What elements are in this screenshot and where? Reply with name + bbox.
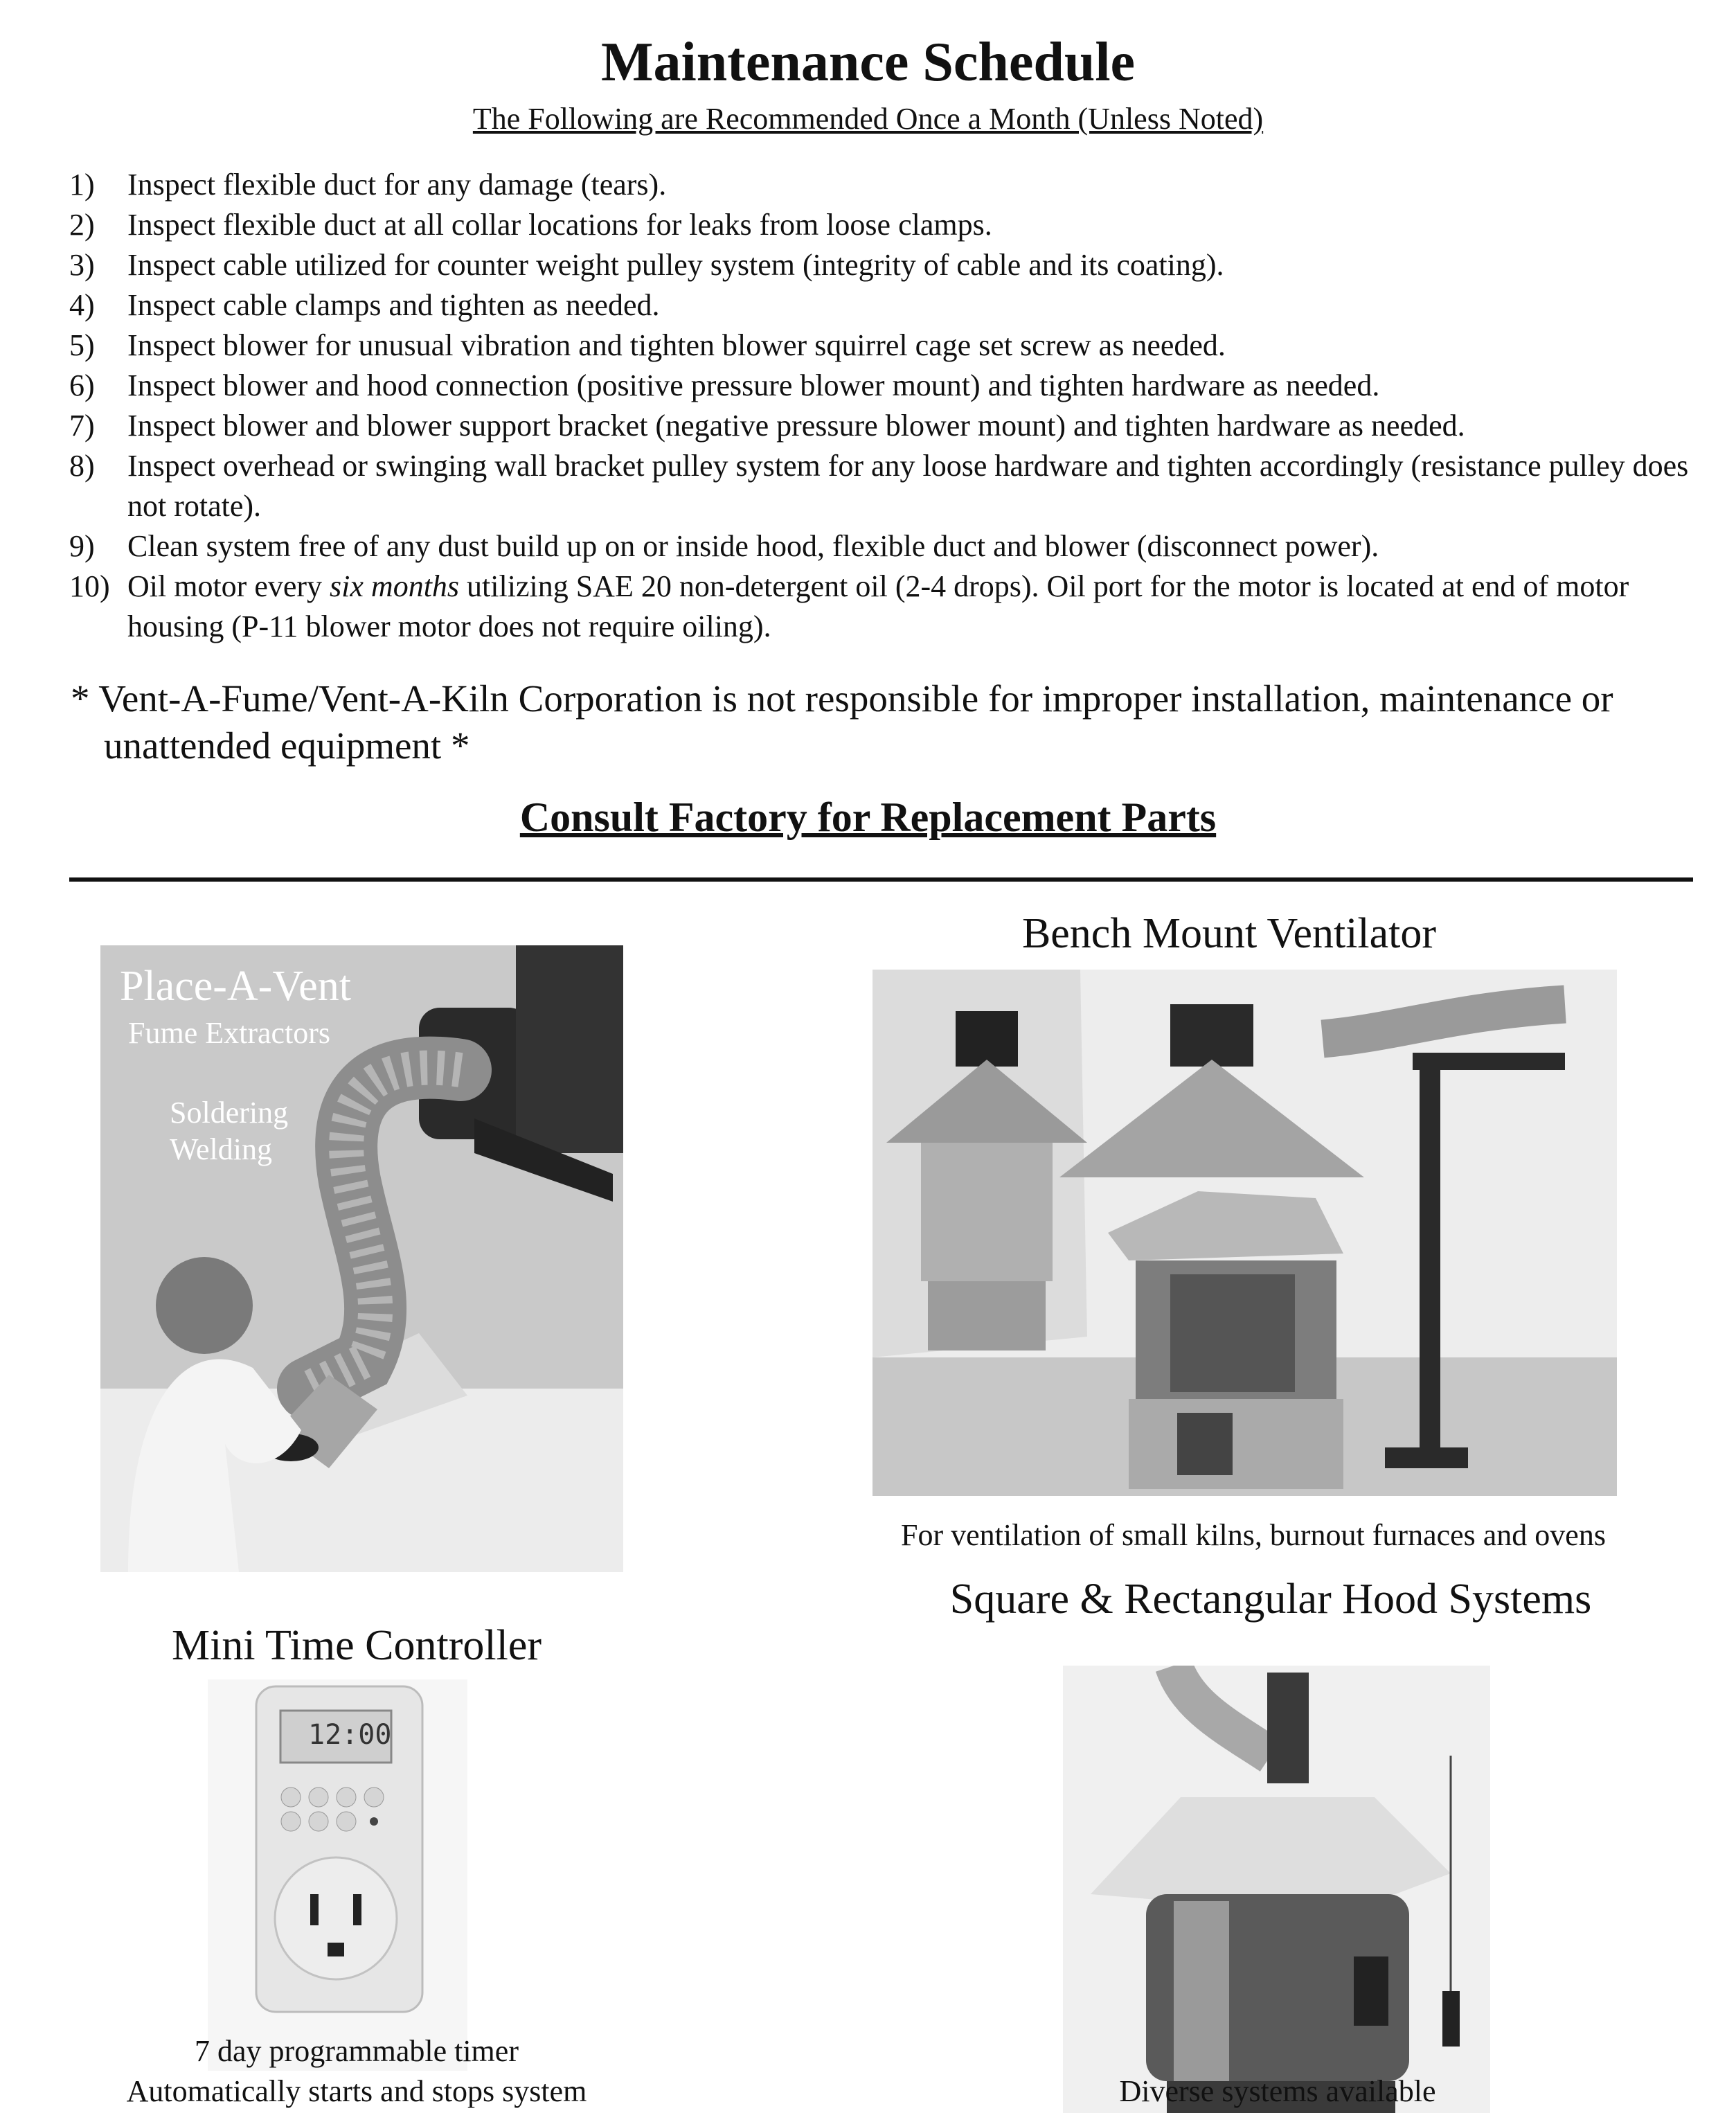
item-text-start: Oil motor every [127, 569, 330, 603]
list-item [69, 567, 1703, 647]
mini-timer-photo [208, 1679, 467, 2071]
page-subtitle: The Following are Recommended Once a Month (Unless Noted) [472, 102, 1264, 136]
item-number: 6) [69, 368, 95, 402]
place-a-vent-use: Welding [170, 1132, 272, 1166]
item-number: 1) [69, 168, 95, 202]
item-text: Inspect blower and blower support bracket (negative pressure blower mount) and tighten hardware as needed. [127, 409, 1465, 443]
place-a-vent-use: Soldering [170, 1096, 289, 1130]
item-text: Inspect blower and hood connection (positive pressure blower mount) and tighten hardware as needed. [127, 368, 1380, 402]
item-text-emphasis: six months [330, 569, 460, 603]
place-a-vent-title: Place-A-Vent [120, 963, 351, 1010]
list-item [69, 406, 1703, 446]
item-number: 5) [69, 328, 95, 362]
hood-systems-photo [1063, 1666, 1490, 2113]
item-number: 9) [69, 529, 95, 563]
item-text: Inspect cable utilized for counter weight pulley system (integrity of cable and its coating). [127, 248, 1224, 282]
item-text: Inspect overhead or swinging wall bracket pulley system for any loose hardware and tighten accordingly (resistance pulley does not rotate). [127, 449, 1689, 523]
timer-display: 12:00 [308, 1719, 392, 1751]
consult-heading: Consult Factory for Replacement Parts [519, 794, 1217, 840]
list-item [69, 526, 1703, 567]
item-text: Inspect cable clamps and tighten as needed. [127, 288, 660, 322]
place-a-vent-photo [100, 945, 623, 1572]
item-number: 2) [69, 208, 95, 242]
bench-mount-photo [873, 970, 1617, 1496]
hood-systems-caption: Diverse systems available [1119, 2074, 1436, 2108]
item-number: 10) [69, 569, 110, 603]
bench-mount-caption: For ventilation of small kilns, burnout furnaces and ovens [901, 1518, 1606, 1552]
place-a-vent-subtitle: Fume Extractors [128, 1016, 331, 1050]
mini-timer-caption-line2: Automatically starts and stops system [126, 2074, 587, 2108]
list-item [69, 205, 1703, 245]
item-number: 4) [69, 288, 95, 322]
item-number: 3) [69, 248, 95, 282]
list-item [69, 446, 1703, 526]
item-text-end: utilizing SAE 20 non-detergent oil (2-4 drops). Oil port for the motor is located at end of motor housing (P-11 blower motor does not require oiling). [127, 569, 1629, 643]
list-item [69, 165, 1703, 205]
bench-mount-title: Bench Mount Ventilator [1021, 910, 1437, 957]
item-number: 7) [69, 409, 95, 443]
list-item [69, 285, 1703, 326]
maintenance-list [69, 165, 1703, 647]
item-text: Clean system free of any dust build up on or inside hood, flexible duct and blower (disconnect power). [127, 529, 1379, 563]
section-divider [69, 877, 1693, 882]
item-number: 8) [69, 449, 95, 483]
mini-timer-caption-line1: 7 day programmable timer [195, 2034, 519, 2068]
hood-systems-title: Square & Rectangular Hood Systems [949, 1576, 1592, 1623]
disclaimer: * Vent-A-Fume/Vent-A-Kiln Corporation is not responsible for improper installation, maintenance or unattended equipment * [71, 677, 1613, 767]
item-text: Inspect blower for unusual vibration and tighten blower squirrel cage set screw as needed. [127, 328, 1226, 362]
list-item [69, 245, 1703, 285]
hood-system-illustration [1063, 1666, 1490, 2113]
page-title: Maintenance Schedule [600, 32, 1136, 93]
item-text: Inspect flexible duct for any damage (tears). [127, 168, 667, 202]
list-item [69, 326, 1703, 366]
bench-mount-illustration [873, 970, 1617, 1496]
list-item [69, 366, 1703, 406]
mini-timer-title: Mini Time Controller [172, 1622, 542, 1669]
item-text: Inspect flexible duct at all collar locations for leaks from loose clamps. [127, 208, 992, 242]
